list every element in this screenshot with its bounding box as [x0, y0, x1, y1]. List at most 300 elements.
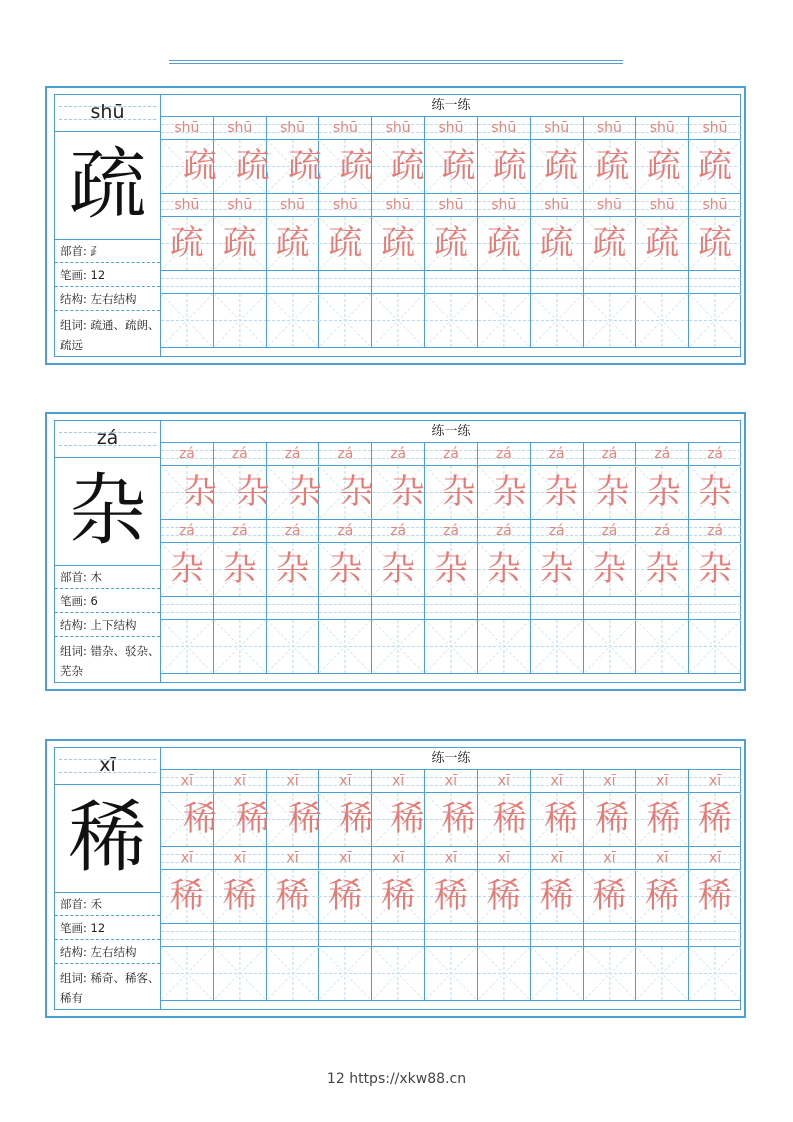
- pinyin-cell: [214, 847, 267, 869]
- pinyin-cell: [689, 847, 741, 869]
- writing-cell[interactable]: [372, 947, 425, 1000]
- structure-row: [55, 614, 160, 637]
- main-pinyin-text: xī: [99, 754, 116, 776]
- stroke-order-char: 疏: [288, 146, 323, 186]
- trace-cell: [584, 140, 637, 193]
- pinyin-cell: [584, 443, 637, 465]
- pinyin-row-2: [161, 847, 741, 870]
- pinyin-cell: [478, 117, 531, 139]
- trace-cell: [319, 466, 372, 519]
- pinyin-row-blank: [161, 271, 741, 294]
- trace-cell: [689, 140, 741, 193]
- tian-grid-guides: [636, 947, 688, 1000]
- writing-cell[interactable]: [267, 620, 320, 673]
- stroke-order-char: 稀: [441, 799, 476, 839]
- pinyin-guide-line: [267, 286, 319, 287]
- writing-cell[interactable]: [531, 947, 584, 1000]
- trace-row: [161, 543, 741, 597]
- blank-writing-row: [161, 294, 741, 348]
- pinyin-cell: [531, 443, 584, 465]
- pinyin-cell: [161, 924, 214, 946]
- pinyin-cell: [372, 597, 425, 619]
- pinyin-cell: [425, 847, 478, 869]
- trace-cell: [636, 543, 689, 596]
- pinyin-guide-line: [478, 278, 530, 279]
- blank-writing-row: [161, 620, 741, 674]
- trace-cell: [161, 543, 214, 596]
- trace-cell: [689, 466, 741, 519]
- pinyin-guide-line: [319, 931, 371, 932]
- tian-grid-guides: [214, 620, 266, 673]
- trace-cell: [636, 466, 689, 519]
- trace-cell: [478, 543, 531, 596]
- trace-char: 疏: [381, 223, 416, 263]
- trace-char: 杂: [222, 549, 257, 589]
- structure-label: 结构:: [60, 945, 87, 959]
- pinyin-text: zá: [707, 446, 723, 462]
- pinyin-cell: [584, 847, 637, 869]
- character-card: [45, 86, 746, 365]
- pinyin-cell: [636, 443, 689, 465]
- pinyin-text: zá: [178, 523, 195, 539]
- words-label: 组词:: [60, 644, 87, 658]
- pinyin-guide-line: [584, 278, 636, 279]
- page-number: 12: [326, 1071, 345, 1087]
- trace-cell: [372, 870, 425, 923]
- pinyin-text: xī: [392, 773, 405, 789]
- trace-char: 疏: [328, 223, 363, 263]
- pinyin-text: shū: [649, 120, 675, 136]
- tian-grid-guides: [636, 620, 688, 673]
- stroke-order-char: 稀: [235, 799, 270, 839]
- pinyin-text: zá: [443, 446, 459, 462]
- pinyin-guide-line: [478, 939, 530, 940]
- tian-grid-guides: [689, 620, 741, 673]
- trace-cell: [372, 140, 425, 193]
- writing-cell[interactable]: [478, 947, 531, 1000]
- pinyin-cell: [636, 194, 689, 216]
- practice-area: [161, 95, 741, 356]
- pinyin-cell: [372, 924, 425, 946]
- stroke-order-char: 疏: [441, 146, 476, 186]
- pinyin-text: zá: [707, 523, 723, 539]
- pinyin-guide-line: [689, 604, 741, 605]
- trace-cell: [372, 217, 425, 270]
- pinyin-cell: [689, 194, 741, 216]
- stroke-order-char: 稀: [182, 799, 217, 839]
- card-inner-frame: [54, 747, 741, 1010]
- pinyin-guide-line: [372, 931, 424, 932]
- pinyin-cell: [267, 847, 320, 869]
- writing-cell[interactable]: [584, 294, 637, 347]
- trace-char: 疏: [592, 223, 627, 263]
- trace-cell: [267, 543, 320, 596]
- stroke-order-char: 杂: [698, 472, 733, 512]
- pinyin-cell: [584, 520, 637, 542]
- stroke-order-char: 稀: [288, 799, 323, 839]
- trace-char: 杂: [275, 549, 310, 589]
- pinyin-cell: [425, 443, 478, 465]
- trace-char: 疏: [433, 223, 468, 263]
- radical-value: ⺪: [90, 244, 103, 258]
- trace-char: 杂: [645, 549, 680, 589]
- radical-label: 部首:: [60, 570, 87, 584]
- pinyin-cell: [267, 117, 320, 139]
- main-pinyin-text: shū: [90, 101, 125, 123]
- writing-cell[interactable]: [267, 294, 320, 347]
- trace-cell: [584, 543, 637, 596]
- pinyin-text: shū: [544, 197, 570, 213]
- pinyin-cell: [689, 271, 741, 293]
- writing-cell[interactable]: [478, 294, 531, 347]
- trace-cell: [584, 217, 637, 270]
- pinyin-guide-line: [584, 612, 636, 613]
- pinyin-cell: [267, 597, 320, 619]
- pinyin-text: xī: [550, 773, 563, 789]
- trace-cell: [267, 793, 323, 846]
- trace-cell: [425, 140, 478, 193]
- pinyin-guide-line: [372, 604, 424, 605]
- pinyin-text: xī: [656, 773, 669, 789]
- trace-cell: [531, 217, 584, 270]
- strokes-row: [55, 590, 160, 613]
- strokes-label: 笔画:: [60, 921, 87, 935]
- writing-cell[interactable]: [214, 947, 267, 1000]
- radical-row: [55, 240, 160, 263]
- pinyin-guide-line: [214, 604, 266, 605]
- trace-cell: [372, 543, 425, 596]
- pinyin-text: shū: [438, 197, 464, 213]
- main-pinyin: [55, 748, 160, 785]
- pinyin-cell: [214, 271, 267, 293]
- pinyin-cell: [161, 520, 214, 542]
- pinyin-guide-line: [214, 939, 266, 940]
- pinyin-cell: [636, 117, 689, 139]
- stroke-order-row: [161, 140, 741, 194]
- tian-grid-guides: [161, 294, 213, 347]
- trace-char: 稀: [433, 876, 468, 916]
- pinyin-cell: [319, 271, 372, 293]
- pinyin-guide-line: [319, 604, 371, 605]
- trace-cell: [636, 793, 689, 846]
- words-label: 组词:: [60, 971, 87, 985]
- trace-char: 杂: [381, 549, 416, 589]
- trace-cell: [425, 870, 478, 923]
- writing-cell[interactable]: [214, 620, 267, 673]
- tian-grid-guides: [584, 620, 636, 673]
- stroke-order-char: 疏: [595, 146, 630, 186]
- tian-grid-guides: [478, 947, 530, 1000]
- pinyin-cell: [478, 443, 531, 465]
- pinyin-guide-line: [531, 939, 583, 940]
- pinyin-cell: [531, 847, 584, 869]
- words-label: 组词:: [60, 318, 87, 332]
- stroke-order-char: 杂: [595, 472, 630, 512]
- pinyin-text: zá: [548, 523, 565, 539]
- trace-cell: [531, 466, 584, 519]
- pinyin-text: xī: [708, 773, 722, 789]
- pinyin-cell: [372, 271, 425, 293]
- pinyin-text: zá: [337, 523, 354, 539]
- pinyin-guide-line: [531, 612, 583, 613]
- stroke-order-char: 杂: [339, 472, 374, 512]
- tian-grid-guides: [531, 620, 583, 673]
- trace-cell: [584, 870, 637, 923]
- trace-cell: [319, 543, 372, 596]
- stroke-order-char: 疏: [646, 146, 681, 186]
- pinyin-cell: [372, 520, 425, 542]
- pinyin-cell: [319, 924, 372, 946]
- pinyin-text: shū: [385, 120, 411, 136]
- pinyin-guide-line: [425, 939, 477, 940]
- page-footer: [0, 1071, 793, 1087]
- trace-char: 稀: [645, 876, 680, 916]
- trace-cell: [319, 140, 372, 193]
- tian-grid-guides: [689, 294, 741, 347]
- trace-cell: [319, 217, 372, 270]
- pinyin-guide-line: [425, 286, 477, 287]
- stroke-order-char: 杂: [182, 472, 217, 512]
- tian-grid-guides: [584, 947, 636, 1000]
- stroke-order-char: 疏: [698, 146, 733, 186]
- stroke-order-char: 疏: [182, 146, 217, 186]
- pinyin-cell: [531, 924, 584, 946]
- pinyin-cell: [214, 520, 267, 542]
- pinyin-guide-line: [161, 939, 213, 940]
- radical-value: 木: [90, 570, 103, 584]
- trace-cell: [267, 217, 320, 270]
- pinyin-guide-line: [478, 612, 530, 613]
- writing-cell[interactable]: [161, 620, 214, 673]
- trace-char: 杂: [486, 549, 521, 589]
- tian-grid-guides: [478, 294, 530, 347]
- pinyin-row-1: [161, 443, 741, 466]
- pinyin-text: shū: [227, 120, 253, 136]
- writing-cell[interactable]: [425, 947, 478, 1000]
- writing-cell[interactable]: [636, 294, 689, 347]
- pinyin-guide-line: [689, 286, 741, 287]
- pinyin-row-blank: [161, 597, 741, 620]
- pinyin-cell: [425, 271, 478, 293]
- stroke-order-char: 稀: [492, 799, 527, 839]
- pinyin-text: shū: [280, 120, 306, 136]
- writing-cell[interactable]: [636, 947, 689, 1000]
- writing-cell[interactable]: [319, 294, 372, 347]
- writing-cell[interactable]: [425, 620, 478, 673]
- trace-cell: [584, 793, 637, 846]
- pinyin-cell: [689, 117, 741, 139]
- pinyin-text: zá: [495, 446, 512, 462]
- pinyin-cell: [372, 117, 425, 139]
- pinyin-text: zá: [654, 523, 671, 539]
- pinyin-guide-line: [319, 939, 371, 940]
- stroke-order-char: 稀: [544, 799, 579, 839]
- pinyin-text: zá: [654, 446, 671, 462]
- pinyin-text: zá: [495, 523, 512, 539]
- trace-cell: [636, 217, 689, 270]
- pinyin-cell: [425, 194, 478, 216]
- tian-grid-guides: [636, 294, 688, 347]
- writing-cell[interactable]: [319, 947, 372, 1000]
- practice-title: 练一练: [161, 748, 741, 770]
- pinyin-text: xī: [286, 850, 299, 866]
- structure-label: 结构:: [60, 618, 87, 632]
- pinyin-guide-line: [636, 612, 688, 613]
- writing-cell[interactable]: [636, 620, 689, 673]
- pinyin-text: xī: [603, 773, 616, 789]
- stroke-order-char: 杂: [492, 472, 527, 512]
- main-character: 疏: [55, 131, 160, 240]
- trace-char: 稀: [539, 876, 574, 916]
- writing-cell[interactable]: [319, 620, 372, 673]
- stroke-order-char: 疏: [339, 146, 374, 186]
- tian-grid-guides: [267, 947, 319, 1000]
- pinyin-guide-line: [161, 604, 213, 605]
- writing-cell[interactable]: [478, 620, 531, 673]
- stroke-order-char: 杂: [544, 472, 579, 512]
- pinyin-cell: [319, 117, 372, 139]
- trace-cell: [161, 870, 214, 923]
- stroke-order-char: 稀: [390, 799, 425, 839]
- writing-cell[interactable]: [584, 947, 637, 1000]
- writing-cell[interactable]: [531, 620, 584, 673]
- pinyin-guide-line: [689, 931, 741, 932]
- trace-cell: [214, 793, 270, 846]
- trace-char: 疏: [169, 223, 204, 263]
- words-row: [55, 965, 160, 1009]
- pinyin-cell: [636, 924, 689, 946]
- tian-grid-guides: [531, 947, 583, 1000]
- writing-cell[interactable]: [689, 620, 741, 673]
- writing-cell[interactable]: [425, 294, 478, 347]
- practice-area: [161, 748, 741, 1009]
- trace-cell: [267, 140, 323, 193]
- writing-cell[interactable]: [689, 947, 741, 1000]
- trace-cell: [689, 870, 741, 923]
- trace-cell: [319, 793, 372, 846]
- pinyin-guide-line: [267, 939, 319, 940]
- pinyin-guide-line: [267, 612, 319, 613]
- pinyin-guide-line: [372, 278, 424, 279]
- pinyin-guide-line: [161, 612, 213, 613]
- pinyin-text: zá: [443, 523, 459, 539]
- pinyin-cell: [267, 194, 320, 216]
- trace-row: [161, 870, 741, 924]
- pinyin-text: shū: [438, 120, 464, 136]
- words-row: [55, 638, 160, 682]
- trace-cell: [478, 793, 531, 846]
- words-value: 稀奇、稀客、稀有: [60, 971, 160, 1005]
- strokes-label: 笔画:: [60, 594, 87, 608]
- writing-cell[interactable]: [161, 294, 214, 347]
- practice-title: 练一练: [161, 421, 741, 443]
- writing-cell[interactable]: [531, 294, 584, 347]
- structure-row: [55, 941, 160, 964]
- pinyin-text: xī: [339, 850, 352, 866]
- pinyin-text: xī: [339, 773, 352, 789]
- writing-cell[interactable]: [214, 294, 267, 347]
- tian-grid-guides: [214, 294, 266, 347]
- pinyin-cell: [267, 770, 320, 792]
- trace-char: 疏: [486, 223, 521, 263]
- pinyin-cell: [267, 924, 320, 946]
- tian-grid-guides: [531, 294, 583, 347]
- pinyin-text: xī: [550, 850, 563, 866]
- words-row: [55, 312, 160, 356]
- pinyin-guide-line: [689, 278, 741, 279]
- character-card: [45, 739, 746, 1018]
- radical-row: [55, 893, 160, 916]
- tian-grid-guides: [425, 620, 477, 673]
- pinyin-guide-line: [267, 931, 319, 932]
- tian-grid-guides: [584, 294, 636, 347]
- pinyin-text: xī: [497, 773, 510, 789]
- pinyin-guide-line: [214, 931, 266, 932]
- pinyin-guide-line: [214, 286, 266, 287]
- trace-cell: [689, 543, 741, 596]
- strokes-row: [55, 264, 160, 287]
- strokes-value: 6: [90, 594, 98, 608]
- practice-title: 练一练: [161, 95, 741, 117]
- tian-grid-guides: [425, 947, 477, 1000]
- trace-cell: [425, 793, 478, 846]
- stroke-order-char: 疏: [390, 146, 425, 186]
- trace-cell: [425, 217, 478, 270]
- pinyin-text: shū: [491, 120, 517, 136]
- pinyin-guide-line: [636, 939, 688, 940]
- trace-cell: [372, 466, 425, 519]
- writing-cell[interactable]: [161, 947, 214, 1000]
- card-inner-frame: [54, 420, 741, 683]
- writing-cell[interactable]: [689, 294, 741, 347]
- trace-cell: [425, 466, 478, 519]
- writing-cell[interactable]: [584, 620, 637, 673]
- pinyin-guide-line: [425, 604, 477, 605]
- pinyin-cell: [584, 271, 637, 293]
- pinyin-guide-line: [214, 278, 266, 279]
- pinyin-guide-line: [214, 612, 266, 613]
- main-pinyin: [55, 421, 160, 458]
- tian-grid-guides: [478, 620, 530, 673]
- pinyin-cell: [267, 271, 320, 293]
- trace-char: 疏: [275, 223, 310, 263]
- trace-char: 杂: [698, 549, 733, 589]
- pinyin-guide-line: [267, 278, 319, 279]
- pinyin-cell: [425, 770, 478, 792]
- pinyin-text: shū: [332, 120, 358, 136]
- writing-cell[interactable]: [372, 620, 425, 673]
- pinyin-text: xī: [603, 850, 616, 866]
- trace-cell: [161, 466, 217, 519]
- pinyin-text: shū: [702, 120, 728, 136]
- pinyin-guide-line: [636, 931, 688, 932]
- strokes-row: [55, 917, 160, 940]
- pinyin-text: shū: [649, 197, 675, 213]
- pinyin-guide-line: [636, 286, 688, 287]
- structure-row: [55, 288, 160, 311]
- pinyin-text: shū: [702, 197, 728, 213]
- pinyin-cell: [161, 770, 214, 792]
- writing-cell[interactable]: [267, 947, 320, 1000]
- writing-cell[interactable]: [372, 294, 425, 347]
- stroke-order-char: 杂: [390, 472, 425, 512]
- trace-cell: [531, 793, 584, 846]
- pinyin-guide-line: [478, 931, 530, 932]
- top-rule-second: [169, 63, 623, 64]
- pinyin-guide-line: [689, 612, 741, 613]
- pinyin-guide-line: [584, 286, 636, 287]
- words-value: 疏通、疏朗、疏远: [60, 318, 160, 352]
